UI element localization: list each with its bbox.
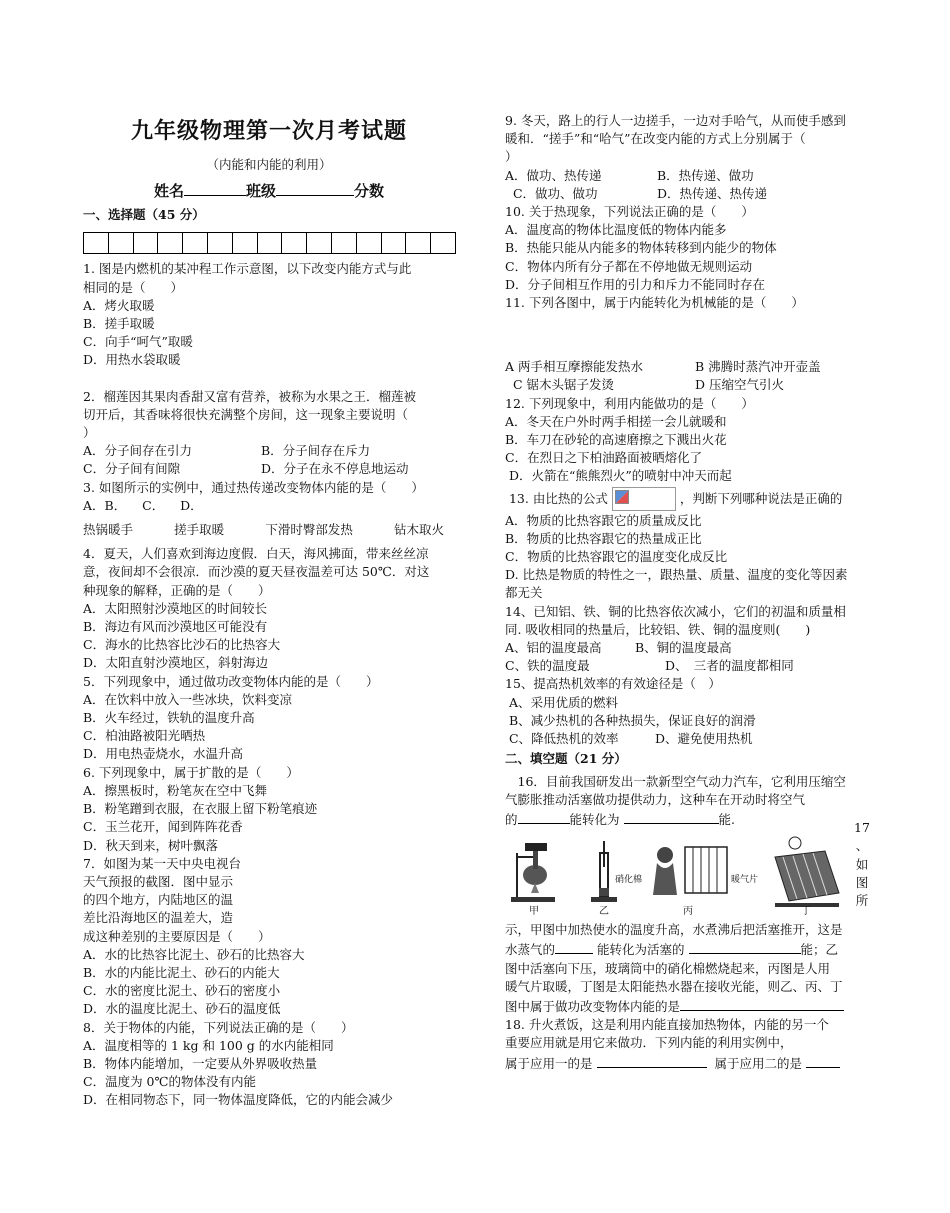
left-column — [83, 112, 455, 1110]
option-c: C．物质的比热容跟它的温度变化成反比 — [505, 549, 728, 565]
text-line: 图中活塞向下压，玻璃筒中的硝化棉燃烧起来，丙图是人用 — [505, 960, 831, 976]
text-fragment: 能. — [718, 811, 735, 827]
answer-cell[interactable] — [357, 233, 382, 253]
option-d: D．太阳直射沙漠地区，斜射海边 — [83, 655, 269, 671]
question-14 — [505, 603, 870, 676]
option-b: B、铜的温度最高 — [635, 640, 732, 656]
text-line: 11. 下列各图中，属于内能转化为机械能的是（ ） — [505, 295, 804, 311]
option-captions — [83, 521, 444, 539]
text-line: 天气预报的截图．图中显示 — [83, 873, 234, 889]
caption: 搓手取暖 — [174, 522, 225, 538]
text-line: 12. 下列现象中，利用内能做功的是（ ） — [505, 395, 754, 411]
text-line — [505, 1053, 870, 1073]
text-line: 示，甲图中加热使水的温度升高，水煮沸后把活塞推开，这是 — [505, 922, 843, 938]
option-c: C．物体内所有分子都在不停地做无规则运动 — [505, 258, 753, 274]
option-c: C．分子间有间隙 — [83, 461, 181, 477]
option-a: A．在饮料中放入一些冰块，饮料变凉 — [83, 691, 293, 707]
option-a: A、采用优质的燃料 — [505, 694, 619, 710]
option-a: A．擦黑板时，粉笔灰在空中飞舞 — [83, 782, 268, 798]
section-heading-choice: 一、选择题（45 分） — [83, 207, 205, 223]
question-10 — [505, 203, 870, 294]
text-line: 14、已知铝、铁、铜的比热容依次减小，它们的初温和质量相 — [505, 603, 846, 619]
option-d: D. 比热是物质的特性之一，跟热量、质量、温度的变化等因素 — [505, 567, 848, 583]
answer-cell[interactable] — [431, 233, 455, 253]
answer-cell[interactable] — [208, 233, 233, 253]
option-d: D．用电热壶烧水，水温升高 — [83, 746, 244, 762]
option-a: A．水的比热容比泥土、砂石的比热容大 — [83, 946, 305, 962]
option-b: B．搓手取暖 — [83, 316, 155, 332]
text-line: 8．关于物体的内能，下列说法正确的是（ ） — [83, 1019, 354, 1035]
text-line: 都无关 — [505, 585, 543, 601]
text-line: 种现象的解释，正确的是（ ） — [83, 582, 271, 598]
text-line: 意，夜间却不会很凉．而沙漠的夏天昼夜温差可达 50℃．对这 — [83, 564, 430, 580]
text-fragment: 水蒸气的 — [505, 942, 556, 958]
question-7 — [83, 855, 455, 1019]
option-b: B、减少热机的各种热损失，保证良好的润滑 — [505, 712, 756, 728]
blank-field[interactable] — [624, 809, 719, 824]
option-c: C．水的密度比泥土、砂石的密度小 — [83, 983, 281, 999]
option-d: D．在相同物态下，同一物体温度降低，它的内能会减少 — [83, 1092, 394, 1108]
option-c: C．在烈日之下柏油路面被晒熔化了 — [505, 450, 703, 466]
option-d: D、避免使用热机 — [655, 731, 753, 747]
option-b: B．热能只能从内能多的物体转移到内能少的物体 — [505, 240, 777, 256]
name-field[interactable] — [184, 181, 246, 196]
answer-cell[interactable] — [109, 233, 134, 253]
text-fragment: 属于应用一的是 — [505, 1055, 593, 1071]
option-letter: D． — [180, 497, 203, 513]
option-a: A 两手相互摩擦能发热水 — [505, 359, 644, 375]
question-11 — [505, 294, 870, 395]
text-fragment: 所 — [855, 892, 869, 908]
text-line: 暖和．“搓手”和“哈气”在改变内能的方式上分别属于（ — [505, 131, 806, 147]
question-9 — [505, 112, 870, 203]
option-b: B 沸腾时蒸汽冲开壶盖 — [695, 359, 821, 375]
option-letter: A．B． — [83, 497, 127, 513]
text-line: 9. 冬天，路上的行人一边搓手，一边对手哈气，从而使手感到 — [505, 113, 846, 128]
option-row — [505, 167, 870, 185]
caption: 钻木取火 — [393, 522, 444, 538]
text-line — [505, 809, 870, 829]
text-fragment: 如 — [855, 856, 869, 872]
text-line: 相同的是（ ） — [83, 279, 184, 295]
text-line — [505, 939, 870, 959]
text-line: 切开后，其香味将很快充满整个房间，这一现象主要说明（ — [83, 406, 409, 422]
blank-field[interactable] — [806, 1053, 840, 1068]
text-line: 5．下列现象中，通过做功改变物体内能的是（ ） — [83, 673, 379, 689]
text-line: 成这种差别的主要原因是（ ） — [83, 928, 271, 944]
question-18 — [505, 1016, 870, 1073]
class-label: 班级 — [245, 182, 276, 201]
figure-label: 丁 — [801, 906, 811, 918]
option-a: A、铝的温度最高 — [505, 640, 602, 656]
answer-cell[interactable] — [332, 233, 357, 253]
option-b: B．物质的比热容跟它的热量成正比 — [505, 530, 702, 546]
option-row — [505, 657, 870, 675]
question-17-figures — [505, 820, 870, 919]
option-a: A．冬天在户外时两手相搓一会儿就暖和 — [505, 413, 727, 429]
option-c: C 锯木头锯子发烫 — [505, 377, 614, 393]
answer-cell[interactable] — [382, 233, 407, 253]
name-label: 姓名 — [153, 182, 184, 201]
answer-cell[interactable] — [183, 233, 208, 253]
text-line — [505, 996, 870, 1016]
option-row — [83, 460, 455, 478]
option-c: C、降低热机的效率 — [505, 731, 619, 747]
figure-label: 丙 — [683, 906, 693, 918]
text-line: 16．目前我国研发出一款新型空气动力汽车，它利用压缩空 — [505, 773, 846, 789]
experiment-illustrations — [505, 833, 845, 919]
question-8 — [83, 1019, 455, 1110]
option-a: A．温度相等的 1 kg 和 100 g 的水内能相同 — [83, 1037, 334, 1053]
blank-field[interactable] — [689, 939, 801, 954]
option-d: D 压缩空气引火 — [695, 377, 784, 393]
answer-cell[interactable] — [406, 233, 431, 253]
option-d: D．水的温度比泥土、砂石的温度低 — [83, 1001, 281, 1017]
option-c: C、铁的温度最 — [505, 658, 590, 674]
question-3 — [83, 479, 455, 540]
option-b: B．车刀在砂轮的高速磨擦之下溅出火花 — [505, 432, 727, 448]
figure-label: 甲 — [529, 906, 539, 918]
question-2 — [83, 388, 455, 479]
option-c: C．柏油路被阳光晒热 — [83, 728, 206, 744]
text-line: 10. 关于热现象，下列说法正确的是（ ） — [505, 204, 754, 220]
option-letters — [83, 497, 455, 515]
question-1 — [83, 260, 455, 369]
blank-field[interactable] — [555, 939, 593, 954]
answer-cell[interactable] — [258, 233, 283, 253]
option-d: D、 三者的温度都相同 — [665, 658, 794, 674]
option-b: B．海边有风而沙漠地区可能没有 — [83, 619, 268, 635]
question-5 — [83, 673, 455, 764]
question-6 — [83, 764, 455, 855]
option-row — [505, 185, 870, 203]
answer-cell[interactable] — [233, 233, 258, 253]
option-d: D．分子间相互作用的引力和斥力不能同时存在 — [505, 276, 766, 292]
text-fragment: 能转化为活塞的 — [597, 942, 685, 958]
text-line: 气膨胀推动活塞做功提供动力，这种车在开动时将空气 — [505, 791, 806, 807]
text-fragment: 的 — [505, 811, 518, 827]
text-fragment: 图 — [855, 874, 869, 890]
option-row — [505, 639, 870, 657]
person-heater-figure — [653, 847, 727, 895]
option-a: A．做功、热传递 — [505, 167, 602, 183]
caption: 下滑时臀部发热 — [265, 522, 353, 538]
figure-label: 硝化棉 — [615, 875, 643, 886]
text-fragment: 13. 由比热的公式 — [505, 490, 608, 506]
option-b: B．物体内能增加，一定要从外界吸收热量 — [83, 1055, 318, 1071]
glass-tube-figure — [591, 841, 617, 902]
page-title: 九年级物理第一次月考试题 — [130, 118, 407, 144]
text-line: 7．如图为某一天中央电视台 — [83, 855, 241, 871]
text-line: 的四个地方，内陆地区的温 — [83, 892, 234, 908]
option-row — [505, 376, 870, 394]
text-fragment: 图中属于做功改变物体内能的是 — [505, 998, 681, 1014]
text-line: 18. 升火煮饭，这是利用内能直接加热物体，内能的另一个 — [505, 1017, 829, 1033]
option-a: A．烤火取暖 — [83, 297, 155, 313]
question-17-side-text — [854, 819, 870, 910]
option-c: C．做功、做功 — [505, 185, 598, 201]
option-row — [83, 442, 455, 460]
option-b: B．火车经过，铁轨的温度升高 — [83, 710, 255, 726]
solar-heater-figure — [775, 837, 839, 907]
figure-label: 暖气片 — [731, 875, 759, 886]
question-12 — [505, 395, 870, 486]
text-line: 暖气片取暖，丁图是太阳能热水器在接收光能，则乙、丙、丁 — [505, 978, 843, 994]
question-4 — [83, 545, 455, 672]
text-line: 1. 图是内燃机的某冲程工作示意图，以下改变内能方式与此 — [83, 261, 412, 277]
section-heading-fill: 二、填空题（21 分） — [505, 751, 627, 767]
option-c: C．温度为 0℃的物体没有内能 — [83, 1074, 256, 1090]
option-d: D．用热水袋取暖 — [83, 352, 181, 368]
text-line: 差比沿海地区的温差大，造 — [83, 910, 234, 926]
blank-field[interactable] — [680, 996, 844, 1011]
text-fragment: 能；乙 — [800, 942, 839, 958]
option-d: D．秋天到来，树叶飘落 — [83, 837, 219, 853]
blank-field[interactable] — [518, 809, 570, 824]
text-fragment: 属于应用二的是 — [714, 1055, 802, 1071]
option-a: A．温度高的物体比温度低的物体内能多 — [505, 222, 727, 238]
class-field[interactable] — [276, 181, 354, 196]
figure-label: 乙 — [599, 906, 609, 918]
option-c: C．海水的比热容比沙石的比热容大 — [83, 637, 281, 653]
option-d: D．热传递、热传递 — [657, 185, 768, 201]
option-a: A．分子间存在引力 — [83, 443, 193, 459]
question-13 — [505, 486, 870, 603]
caption: 热锅暖手 — [83, 522, 134, 538]
answer-cell[interactable] — [307, 233, 332, 253]
text-fragment: 能转化为 — [569, 811, 620, 827]
answer-grid[interactable] — [83, 232, 456, 254]
question-15 — [505, 675, 870, 748]
student-info-line — [83, 180, 455, 202]
option-c: C．向手“呵气”取暖 — [83, 334, 193, 350]
text-line: 15、提高热机效率的有效途径是（ ） — [505, 676, 721, 692]
right-column — [505, 112, 870, 1073]
answer-cell[interactable] — [158, 233, 183, 253]
formula-image-icon — [612, 487, 676, 511]
option-b: B．水的内能比泥土、砂石的内能大 — [83, 964, 280, 980]
answer-cell[interactable] — [282, 233, 307, 253]
option-a: A．太阳照射沙漠地区的时间较长 — [83, 600, 268, 616]
option-c: C．玉兰花开，闻到阵阵花香 — [83, 819, 243, 835]
text-line: 6. 下列现象中，属于扩散的是（ ） — [83, 764, 299, 780]
option-d: D．分子在永不停息地运动 — [261, 461, 409, 477]
text-line: 4．夏天，人们喜欢到海边度假．白天，海风拂面，带来丝丝凉 — [83, 546, 429, 562]
text-line: ） — [83, 425, 96, 441]
flask-heating-figure — [511, 843, 555, 902]
option-letter: C． — [142, 497, 165, 513]
text-line: 3. 如图所示的实例中，通过热传递改变物体内能的是（ ） — [83, 479, 424, 495]
text-line: ） — [505, 149, 518, 165]
text-fragment: 、 — [855, 838, 869, 854]
question-16 — [505, 773, 870, 830]
text-fragment: 17 — [854, 820, 870, 836]
option-d: D．火箭在“熊熊烈火”的喷射中冲天而起 — [505, 468, 732, 484]
option-b: B．分子间存在斥力 — [261, 443, 371, 459]
blank-field[interactable] — [597, 1053, 707, 1068]
score-label: 分数 — [354, 182, 385, 201]
option-b: B．粉笔蹭到衣服，在衣服上留下粉笔痕迹 — [83, 801, 318, 817]
page-subtitle: （内能和内能的利用） — [206, 157, 332, 172]
text-line: 重要应用就是用它来做功．下列内能的利用实例中， — [505, 1035, 793, 1051]
option-row — [505, 730, 870, 748]
answer-cell[interactable] — [134, 233, 159, 253]
answer-cell[interactable] — [84, 233, 109, 253]
option-b: B．热传递、做功 — [657, 167, 754, 183]
text-line: 同. 吸收相同的热量后，比较铝、铁、铜的温度则( ) — [505, 621, 811, 637]
text-line — [505, 486, 870, 512]
option-row — [505, 358, 870, 376]
text-fragment: ，判断下列哪种说法是正确的 — [679, 490, 843, 506]
option-a: A．物质的比热容跟它的质量成反比 — [505, 512, 702, 528]
text-line: 2．榴莲因其果肉香甜又富有营养，被称为水果之王．榴莲被 — [83, 388, 416, 404]
question-17 — [505, 921, 870, 1016]
